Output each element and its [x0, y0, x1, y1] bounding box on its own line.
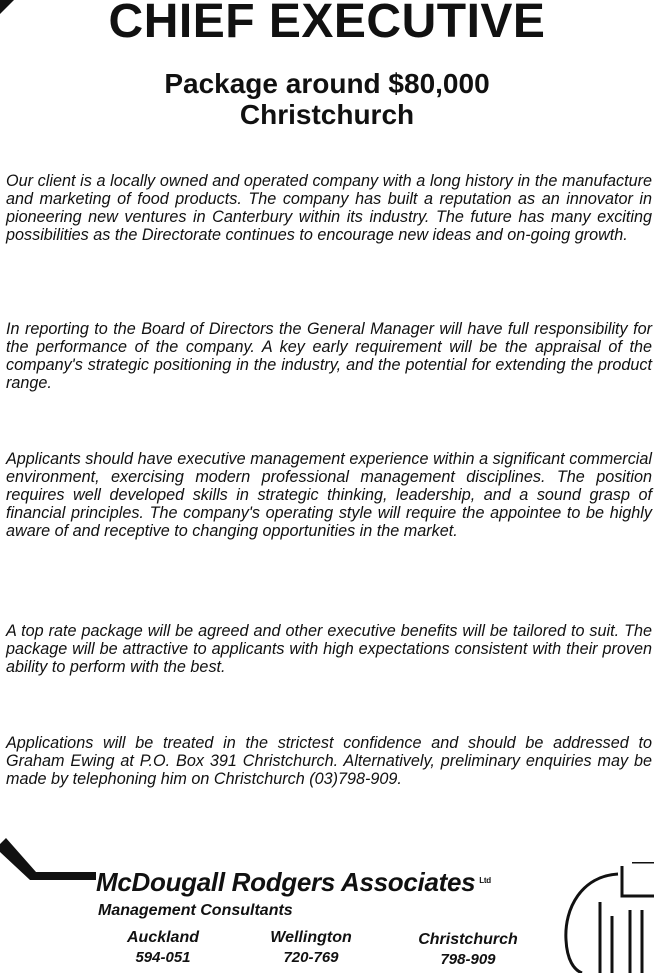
paragraph-requirements: Applicants should have executive management experience within a significant commercial environment, exercising modern professional management disciplines. The position requires well developed skills in strategic thinking, leadership, and a sound grasp of financial principles. The company's operating style will require the appointee to be highly aware of and receptive to changing opportunities in the market.: [6, 450, 652, 540]
page-title: CHIEF EXECUTIVE: [108, 0, 546, 48]
office-phone: 720-769: [283, 949, 339, 966]
paragraph-company: Our client is a locally owned and operated company with a long history in the manufacture and marketing of food products. The company has built a reputation as an innovator in pioneering new ventures in Canterbury within its industry. The future has many exciting possibilities as the Directorate continues to encourage new ideas and on-going growth.: [6, 172, 652, 244]
logo-swoosh-icon: [0, 838, 100, 888]
office-city: Wellington: [270, 929, 352, 946]
firm-name-text: McDougall Rodgers Associates: [96, 867, 476, 897]
office-phone: 798-909: [440, 951, 496, 968]
office-city: Christchurch: [418, 931, 518, 948]
paragraph-role: In reporting to the Board of Directors the General Manager will have full responsibility for the performance of the company. A key early requirement will be the appraisal of the company's strategic positioning in the industry, and the potential for extending the product range.: [6, 320, 652, 392]
monogram-logo-icon: [560, 862, 654, 973]
package-line: Package around $80,000: [164, 68, 490, 99]
office-phone: 594-051: [135, 949, 191, 966]
paragraph-applications: Applications will be treated in the strictest confidence and should be addressed to Graham Ewing at P.O. Box 391 Christchurch. Alternatively, preliminary enquiries may be made by telephoning him on Christchurch (03)798-909.: [6, 734, 652, 788]
firm-tagline: Management Consultants: [98, 902, 293, 919]
office-city: Auckland: [126, 929, 199, 946]
office-wellington: [256, 928, 366, 968]
location-line: Christchurch: [239, 99, 415, 130]
office-christchurch: [406, 930, 530, 970]
paragraph-package: A top rate package will be agreed and other executive benefits will be tailored to suit. The package will be attractive to applicants with high expectations consistent with their proven ability to perform with the best.: [6, 622, 652, 676]
office-auckland: [108, 928, 218, 968]
firm-name: [96, 866, 491, 897]
firm-ltd-suffix: Ltd: [479, 876, 491, 885]
